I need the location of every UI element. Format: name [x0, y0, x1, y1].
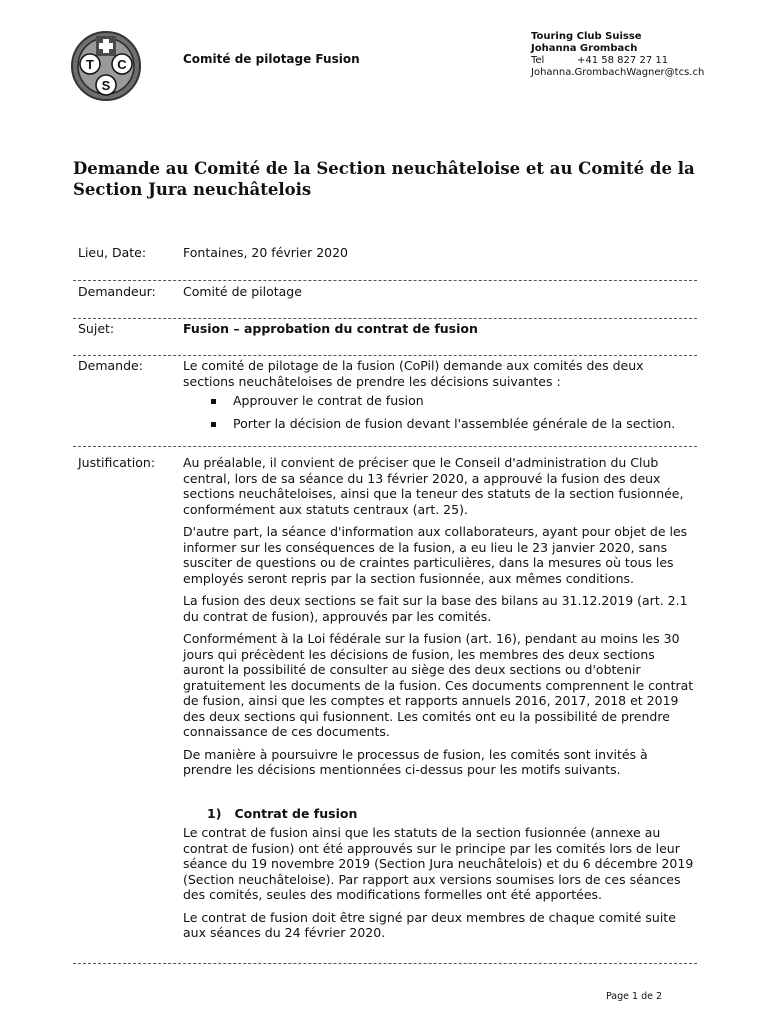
contact-tel	[531, 55, 704, 67]
demande-intro: Le comité de pilotage de la fusion (CoPil) demande aux comités des deux sections neuchâteloises de prendre les décisions suivantes :	[183, 358, 644, 389]
demande-list	[183, 393, 697, 431]
sujet-label: Sujet:	[78, 321, 115, 336]
list-item	[183, 393, 697, 409]
justification-paragraph: De manière à poursuivre le processus de fusion, les comités sont invités à prendre les décisions mentionnées ci-dessus pour les motifs suivants.	[183, 746, 648, 777]
list-item-text: Approuver le contrat de fusion	[233, 393, 424, 408]
list-item	[183, 416, 697, 432]
sujet-value: Fusion – approbation du contrat de fusion	[183, 321, 478, 336]
tcs-logo	[70, 30, 142, 102]
contact-block	[531, 31, 704, 79]
bullet-icon	[211, 399, 216, 404]
justification-paragraph: D'autre part, la séance d'information aux collaborateurs, ayant pour objet de les informer sur les conséquences de la fusion, a eu lieu le 23 janvier 2020, sans susciter de questions ou de craintes particulières, dans la mesures où tous les employés seront repris par la section fusionnée, aux mêmes conditions.	[183, 524, 688, 586]
contact-person: Johanna Grombach	[531, 43, 638, 54]
logo-letter-s: S	[101, 78, 111, 93]
contact-email[interactable]: Johanna.GrombachWagner@tcs.ch	[531, 67, 705, 78]
divider	[73, 355, 697, 356]
page-number: Page 1 de 2	[606, 991, 663, 1002]
tel-number: +41 58 827 27 11	[577, 55, 669, 66]
lieu-value: Fontaines, 20 février 2020	[183, 245, 349, 260]
document-title: Demande au Comité de la Section neuchâteloise et au Comité de la Section Jura neuchâtelois	[73, 159, 695, 199]
section-paragraph: Le contrat de fusion ainsi que les statuts de la section fusionnée (annexe au contrat de fusion) ont été approuvés sur le principe par les comités lors de leur séance du 19 novembre 2019 (Section Jura neuchâtelois) et du 6 décembre 2019 (Section neuchâteloise). Par rapport aux versions soumises lors de ces séances des comités, seules des modifications formelles ont été apportées.	[183, 825, 694, 902]
lieu-label: Lieu, Date:	[78, 245, 147, 260]
demande-label: Demande:	[78, 358, 143, 373]
divider	[73, 318, 697, 319]
justification-paragraph: Au préalable, il convient de préciser que le Conseil d'administration du Club central, lors de sa séance du 13 février 2020, a approuvé la fusion des deux sections neuchâteloises, ainsi que la teneur des statuts de la section fusionnée, conformément aux statuts centraux (art. 25).	[183, 455, 684, 517]
justification-label: Justification:	[78, 455, 156, 470]
demandeur-label: Demandeur:	[78, 284, 156, 299]
demande-content	[183, 358, 697, 438]
bullet-icon	[211, 422, 216, 427]
list-item-text: Porter la décision de fusion devant l'assemblée générale de la section.	[233, 415, 676, 431]
committee-name: Comité de pilotage Fusion	[183, 52, 360, 66]
logo-letter-c: C	[117, 57, 127, 72]
justification-paragraph: La fusion des deux sections se fait sur la base des bilans au 31.12.2019 (art. 2.1 du contrat de fusion), approuvés par les comités.	[183, 593, 688, 624]
contact-org: Touring Club Suisse	[531, 31, 642, 42]
justification-paragraph: Conformément à la Loi fédérale sur la fusion (art. 16), pendant au moins les 30 jours qui précèdent les décisions de fusion, les membres des deux sections auront la possibilité de consulter au siège des deux sections ou d'obtenir gratuitement les documents de la fusion. Ces documents comprennent le contrat de fusion, ainsi que les comptes et rapports annuels 2016, 2017, 2018 et 2019 des deux sections qui fusionnent. Les comités ont eu la possibilité de prendre connaissance de ces documents.	[183, 631, 694, 739]
divider	[73, 446, 697, 447]
justification-content	[183, 455, 697, 948]
divider	[73, 280, 697, 281]
tel-label: Tel	[531, 55, 545, 66]
section-paragraph: Le contrat de fusion doit être signé par deux membres de chaque comité suite aux séances du 24 février 2020.	[183, 909, 676, 940]
divider	[73, 963, 697, 964]
logo-letter-t: T	[86, 57, 94, 72]
demandeur-value: Comité de pilotage	[183, 284, 302, 299]
section-heading: 1) Contrat de fusion	[207, 805, 358, 821]
